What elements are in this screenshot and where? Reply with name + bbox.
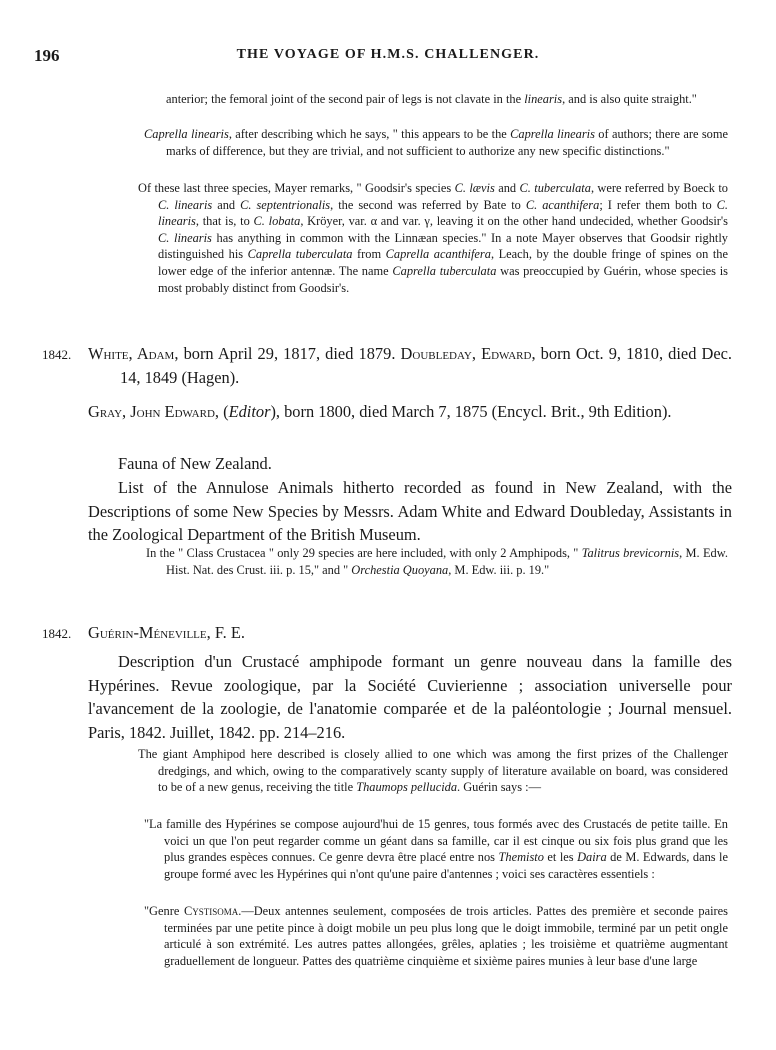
continued-quote: anterior; the femoral joint of the second pair of legs is not clavate in the linearis, and is also quite straight." <box>166 92 697 106</box>
entry-year: 1842. <box>42 347 72 362</box>
entry-note-crustacea: In the " Class Crustacea " only 29 species are here included, with only 2 Amphipods, " Talitrus brevicornis, M. Edw. Hist. Nat. des Crust. iii. p. 15," and " Orchestia Quoyana, M. Edw. iii. p. 19." <box>146 546 728 577</box>
entry-author-gray: Gray, John Edward, (Editor), born 1800, died March 7, 1875 (Encycl. Brit., 9th Edition). <box>88 402 672 421</box>
running-title: THE VOYAGE OF H.M.S. CHALLENGER. <box>236 47 540 62</box>
entry-authors-white-doubleday: White, Adam, born April 29, 1817, died 1879. Doubleday, Edward, born Oct. 9, 1810, died Dec. 14, 1849 (Hagen). <box>88 344 733 387</box>
page-header <box>34 46 742 66</box>
work-list-description: List of the Annulose Animals hitherto recorded as found in New Zealand, with the Descriptions of some New Species by Messrs. Adam White and Edward Doubleday, Assistants in the Zoological Department of the British Museum. <box>88 478 732 544</box>
caprella-linearis-note: Caprella linearis, after describing which he says, " this appears to be the Caprella linearis of authors; there are some marks of difference, but they are trivial, and not sufficient to authorize any new specific distinctions." <box>144 127 728 158</box>
entry-year: 1842. <box>42 626 72 641</box>
mayer-remarks: Of these last three species, Mayer remarks, " Goodsir's species C. lævis and C. tuberculata, were referred by Boeck to C. linearis and C. septentrionalis, the second was referred by Bate to C. acanthifera; I refer them both to C. linearis, that is, to C. lobata, Kröyer, var. α and var. γ, leaving it on the other hand undecided, whether Goodsir's C. linearis has anything in common with the Linnæan species." In a note Mayer observes that Goodsir rightly distinguished his Caprella tuberculata from Caprella acanthifera, Leach, by the double fringe of spines on the lower edge of the inferior antennæ. The name Caprella tuberculata was preoccupied by Guérin, whose species is most probably distinct from Goodsir's. <box>138 181 729 295</box>
page-number: 196 <box>34 46 60 65</box>
quote-hyperines: "La famille des Hypérines se compose aujourd'hui de 15 genres, tous formés avec des Crustacés de petite taille. En voici un que l'on peut regarder comme un géant dans sa famille, car il est cinque ou six fois plus grand que les plus grandes espèces connues. Ce genre devra être placé entre nos Themisto et les Daira de M. Edwards, dans le groupe formé avec les Hypérines qui n'ont qu'une paire d'antennes ; voici ses caractères essentiels : <box>144 817 729 881</box>
work-title: Fauna of New Zealand. <box>118 454 272 473</box>
quote-genre-cystisoma: "Genre Cystisoma.—Deux antennes seulement, composées de trois articles. Pattes des première et seconde paires terminées par une petite pince à doigt mobile un peu plus long que le doigt immobile, terminé par un petit ongle articulé à son extrémité. Les autres pattes allongées, grêles, aplaties ; les troisième et quatrième augmentant graduellement de longueur. Pattes des quatrième cinquième et sixième paires munies à leur base d'une large <box>144 904 728 968</box>
note-giant-amphipod: The giant Amphipod here described is closely allied to one which was among the first prizes of the Challenger dredgings, and which, owing to the comparatively scanty supply of literature available on board, was considered to be of a new genus, receiving the title Thaumops pellucida. Guérin says :— <box>138 747 728 795</box>
work-description-guerin: Description d'un Crustacé amphipode formant un genre nouveau dans la famille des Hypérines. Revue zoologique, par la Société Cuvierienne ; association universelle pour l'avancement de la zoologie, de l'anatomie comparée et de la paléontologie ; Journal mensuel. Paris, 1842. Juillet, 1842. pp. 214–216. <box>88 652 732 742</box>
entry-author-guerin: Guérin-Méneville, F. E. <box>88 623 245 642</box>
